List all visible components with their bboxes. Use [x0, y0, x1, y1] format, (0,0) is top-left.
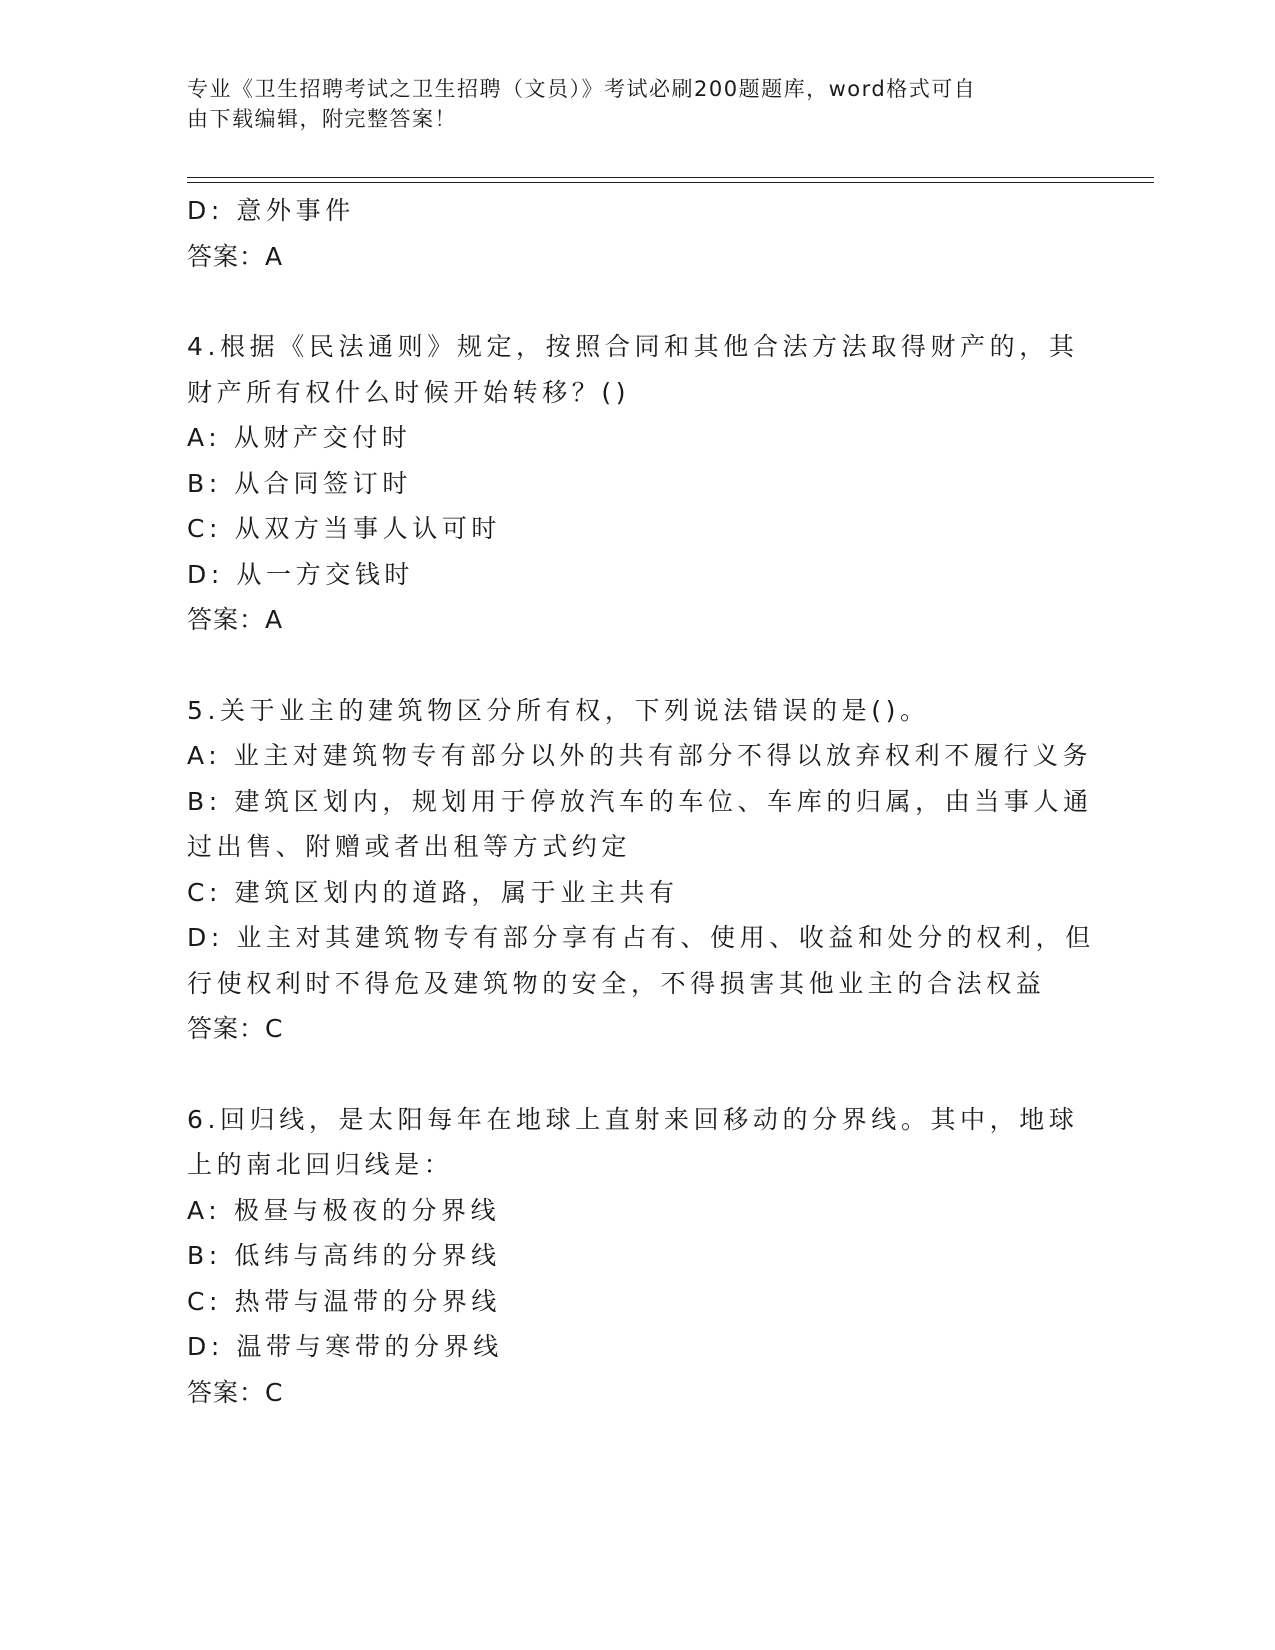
question-stem-continued: 财产所有权什么时候开始转移？() [187, 377, 631, 407]
answer: 答案：C [187, 1377, 284, 1407]
option-b-continued: 过出售、附赠或者出租等方式约定 [187, 832, 632, 861]
header-line-1: 专业《卫生招聘考试之卫生招聘（文员）》考试必刷200题题库，word格式可自 [187, 77, 977, 101]
option-d: D: 意外事件 [187, 196, 355, 225]
option-c: C: 从双方当事人认可时 [187, 514, 502, 543]
option-d-continued: 行使权利时不得危及建筑物的安全，不得损害其他业主的合法权益 [187, 968, 1046, 998]
page-header [187, 74, 1067, 134]
option-a: A: 业主对建筑物专有部分以外的共有部分不得以放弃权利不履行义务 [187, 741, 1093, 770]
question-4 [187, 324, 1087, 643]
question-stem: 4.根据《民法通则》规定，按照合同和其他合法方法取得财产的，其 [187, 332, 1079, 361]
option-d: D: 从一方交钱时 [187, 559, 415, 589]
question-3-tail [187, 188, 1087, 279]
question-stem: 6.回归线，是太阳每年在地球上直射来回移动的分界线。其中，地球 [187, 1104, 1079, 1134]
question-6 [187, 1097, 1087, 1416]
spacer [187, 643, 1087, 688]
question-5 [187, 688, 1095, 1052]
option-a: A: 极昼与极夜的分界线 [187, 1195, 501, 1225]
header-divider-top [187, 177, 1154, 178]
question-stem: 5.关于业主的建筑物区分所有权，下列说法错误的是()。 [187, 695, 930, 725]
option-c: C: 建筑区划内的道路，属于业主共有 [187, 877, 679, 907]
header-line-2: 由下载编辑，附完整答案！ [187, 107, 457, 131]
question-list [187, 188, 1095, 1415]
question-stem-continued: 上的南北回归线是： [187, 1150, 454, 1179]
answer: 答案：A [187, 605, 284, 634]
answer: 答案：C [187, 1014, 284, 1043]
option-c: C: 热带与温带的分界线 [187, 1286, 502, 1316]
spacer [187, 1052, 1087, 1097]
option-b: B: 低纬与高纬的分界线 [187, 1241, 501, 1270]
option-a: A: 从财产交付时 [187, 423, 412, 452]
option-b: B: 建筑区划内，规划用于停放汽车的车位、车库的归属，由当事人通 [187, 786, 1093, 816]
answer: 答案：A [187, 241, 284, 271]
option-b: B: 从合同签订时 [187, 468, 412, 498]
option-d: D: 温带与寒带的分界线 [187, 1332, 503, 1361]
option-d: D: 业主对其建筑物专有部分享有占有、使用、收益和处分的权利，但 [187, 923, 1095, 952]
spacer [187, 279, 1087, 324]
header-divider-bottom [187, 182, 1154, 183]
